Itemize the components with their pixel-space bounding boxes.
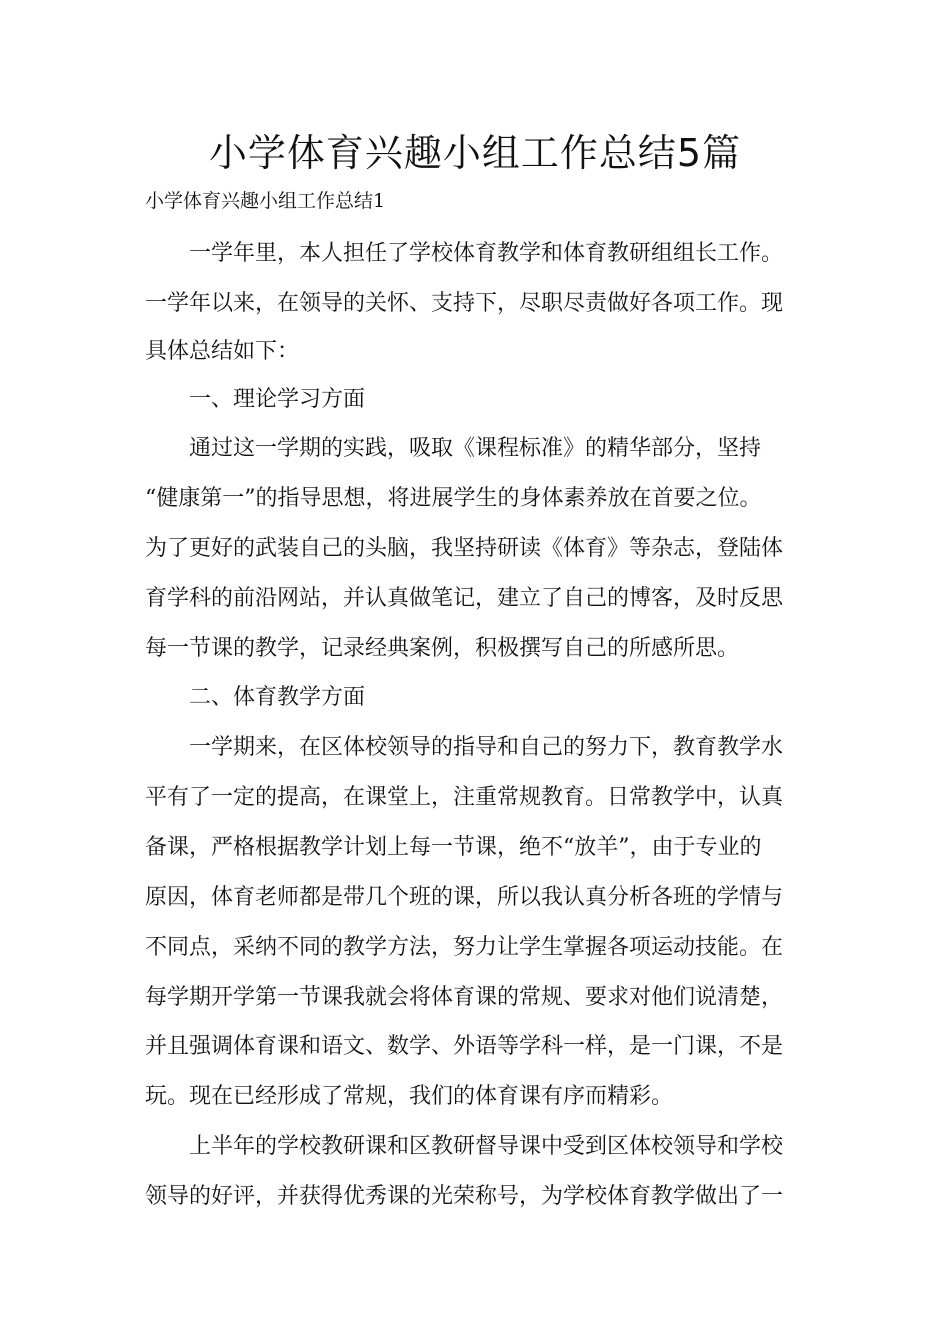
paragraph-line: 平有了一定的提高，在课堂上，注重常规教育。日常教学中，认真: [145, 785, 784, 810]
paragraph-line: 一学年以来，在领导的关怀、支持下，尽职尽责做好各项工作。现: [145, 291, 784, 316]
document-title: 小学体育兴趣小组工作总结5篇: [208, 131, 742, 175]
document-subtitle: 小学体育兴趣小组工作总结1: [145, 190, 386, 212]
paragraph-line: 上半年的学校教研课和区教研督导课中受到区体校领导和学校: [145, 1134, 784, 1159]
paragraph-line: 育学科的前沿网站，并认真做笔记，建立了自己的博客，及时反思: [145, 586, 784, 611]
paragraph-line: 一学年里，本人担任了学校体育教学和体育教研组组长工作。: [145, 241, 784, 266]
paragraph-line: 玩。现在已经形成了常规，我们的体育课有序而精彩。: [145, 1084, 674, 1109]
paragraph-line: 每一节课的教学，记录经典案例，积极撰写自己的所感所思。: [145, 636, 740, 661]
paragraph-line: 每学期开学第一节课我就会将体育课的常规、要求对他们说清楚，: [145, 985, 784, 1010]
paragraph-line: 一学期来，在区体校领导的指导和自己的努力下，教育教学水: [145, 735, 784, 760]
paragraph-line: 备课，严格根据教学计划上每一节课，绝不“放羊”，由于专业的: [145, 835, 762, 860]
paragraph-line: 领导的好评，并获得优秀课的光荣称号，为学校体育教学做出了一: [145, 1184, 784, 1209]
paragraph-line: 为了更好的武装自己的头脑，我坚持研读《体育》等杂志，登陆体: [145, 536, 784, 561]
paragraph-line: 具体总结如下：: [145, 339, 300, 364]
paragraph-line: 并且强调体育课和语文、数学、外语等学科一样，是一门课，不是: [145, 1034, 784, 1059]
paragraph-line: 通过这一学期的实践，吸取《课程标准》的精华部分，坚持: [145, 436, 762, 461]
paragraph-line: “健康第一”的指导思想，将进展学生的身体素养放在首要之位。: [145, 486, 762, 511]
paragraph-line: 原因，体育老师都是带几个班的课，所以我认真分析各班的学情与: [145, 885, 784, 910]
section-heading: 一、理论学习方面: [145, 387, 366, 412]
section-heading: 二、体育教学方面: [145, 685, 366, 710]
paragraph-line: 不同点，采纳不同的教学方法，努力让学生掌握各项运动技能。在: [145, 935, 784, 960]
